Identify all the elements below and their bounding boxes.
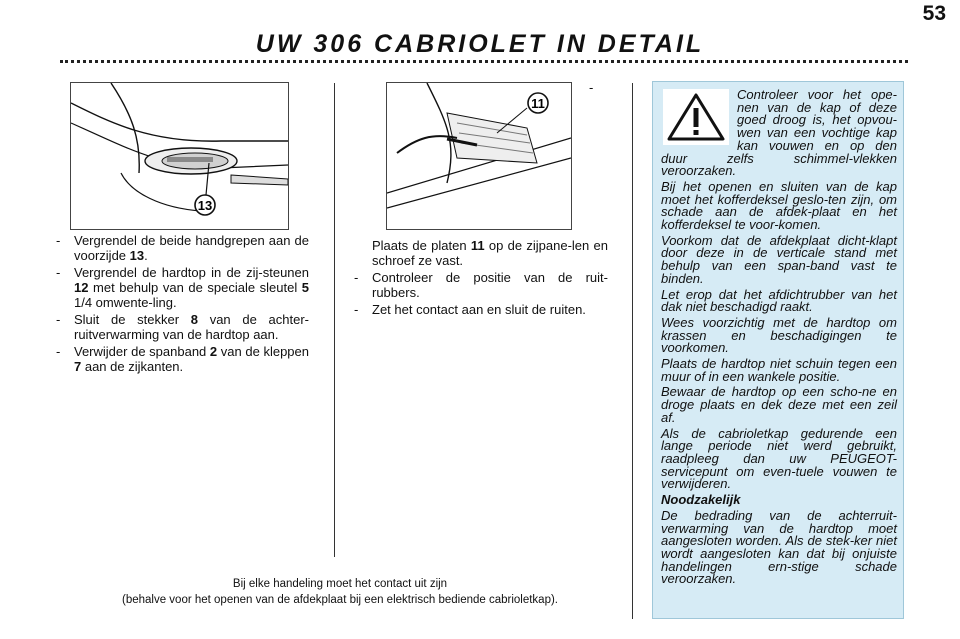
footer-line-2: (behalve voor het openen van de afdekplaat bij een elektrisch bediende cabrioletkap). [121, 594, 559, 606]
svg-text:11: 11 [531, 96, 545, 111]
warning-box [652, 81, 904, 619]
list-item: - Zet het contact aan en sluit de ruiten. [354, 302, 586, 317]
footer-line-1: Bij elke handeling moet het contact uit zijn [232, 578, 448, 590]
list-item: - Vergrendel de hardtop in de zij-steunen 12 met behulp van de speciale sleutel 5 1/4 omwente-ling. [56, 265, 309, 310]
figure-side-plates [386, 82, 572, 230]
title-rule [60, 60, 908, 63]
list-item: - Sluit de stekker 8 van de achter-ruitverwarming van de hardtop aan. [56, 312, 309, 342]
warning-heading: Noodzakelijk [661, 492, 741, 508]
svg-text:13: 13 [197, 198, 213, 213]
warning-paragraph: Bij het openen en sluiten van de kap moet het kofferdeksel geslo-ten zijn, om schade aan de afdek-plaat en het kofferdeksel te voor-komen. [661, 178, 897, 233]
middle-instruction-list [354, 270, 608, 319]
warning-paragraph: Voorkom dat de afdekplaat dicht-klapt door deze in de verticale stand met behulp van een span-band vast te binden. [661, 232, 897, 286]
warning-paragraph: Bewaar de hardtop op een scho-ne en droge plaats en dek deze met een zeil af. [661, 384, 897, 425]
page-title: UW 306 CABRIOLET IN DETAIL [255, 30, 705, 58]
stray-dash: - [589, 80, 594, 95]
list-item: - Verwijder de spanband 2 van de kleppen 7 aan de zijkanten. [56, 344, 309, 374]
page-number: 53 [922, 2, 946, 25]
callout-13 [195, 195, 215, 215]
warning-paragraph: Als de cabrioletkap gedurende een lange periode niet werd gebruikt, raadpleeg dan uw PEUGEOT-servicepunt om even-tuele vouwen te verwijderen. [661, 425, 897, 492]
warning-paragraph: Let erop dat het afdichtrubber van het dak niet beschadigd raakt. [661, 286, 897, 315]
warning-text [661, 89, 897, 589]
column-divider-right [632, 83, 633, 619]
warning-paragraph: Wees voorzichtig met de hardtop om krassen en beschadigingen te voorkomen. [661, 314, 897, 356]
list-item: - Controleer de positie van de ruit-rubbers. [354, 270, 608, 300]
callout-11 [528, 93, 548, 113]
warning-triangle-icon [663, 89, 729, 145]
middle-intro: Plaats de platen 11 op de zijpane-len en schroef ze vast. [372, 238, 608, 268]
figure-handle-lock [70, 82, 289, 230]
warning-paragraph: Plaats de hardtop niet schuin tegen een muur of in een wankele positie. [661, 356, 897, 384]
warning-paragraph: Controleer voor het ope-nen van de kap of deze goed droog is, het opvou-wen van een vochtige kap kan vouwen en op den duur zelfs schimmel-vlekken veroorzaken. [661, 87, 897, 179]
warning-paragraph: De bedrading van de achterruit-verwarming van de hardtop moet aangesloten worden. Als de stek-ker niet wordt aangesloten kan dat bij onjuiste handelingen ern-stige schade veroorzaken. [661, 507, 897, 587]
left-instruction-list [56, 233, 309, 376]
list-item: - Vergrendel de beide handgrepen aan de voorzijde 13. [56, 233, 309, 263]
plates-illustration [387, 83, 571, 229]
handle-illustration [71, 83, 288, 229]
column-divider-left [334, 83, 335, 557]
footer-note [50, 576, 630, 608]
